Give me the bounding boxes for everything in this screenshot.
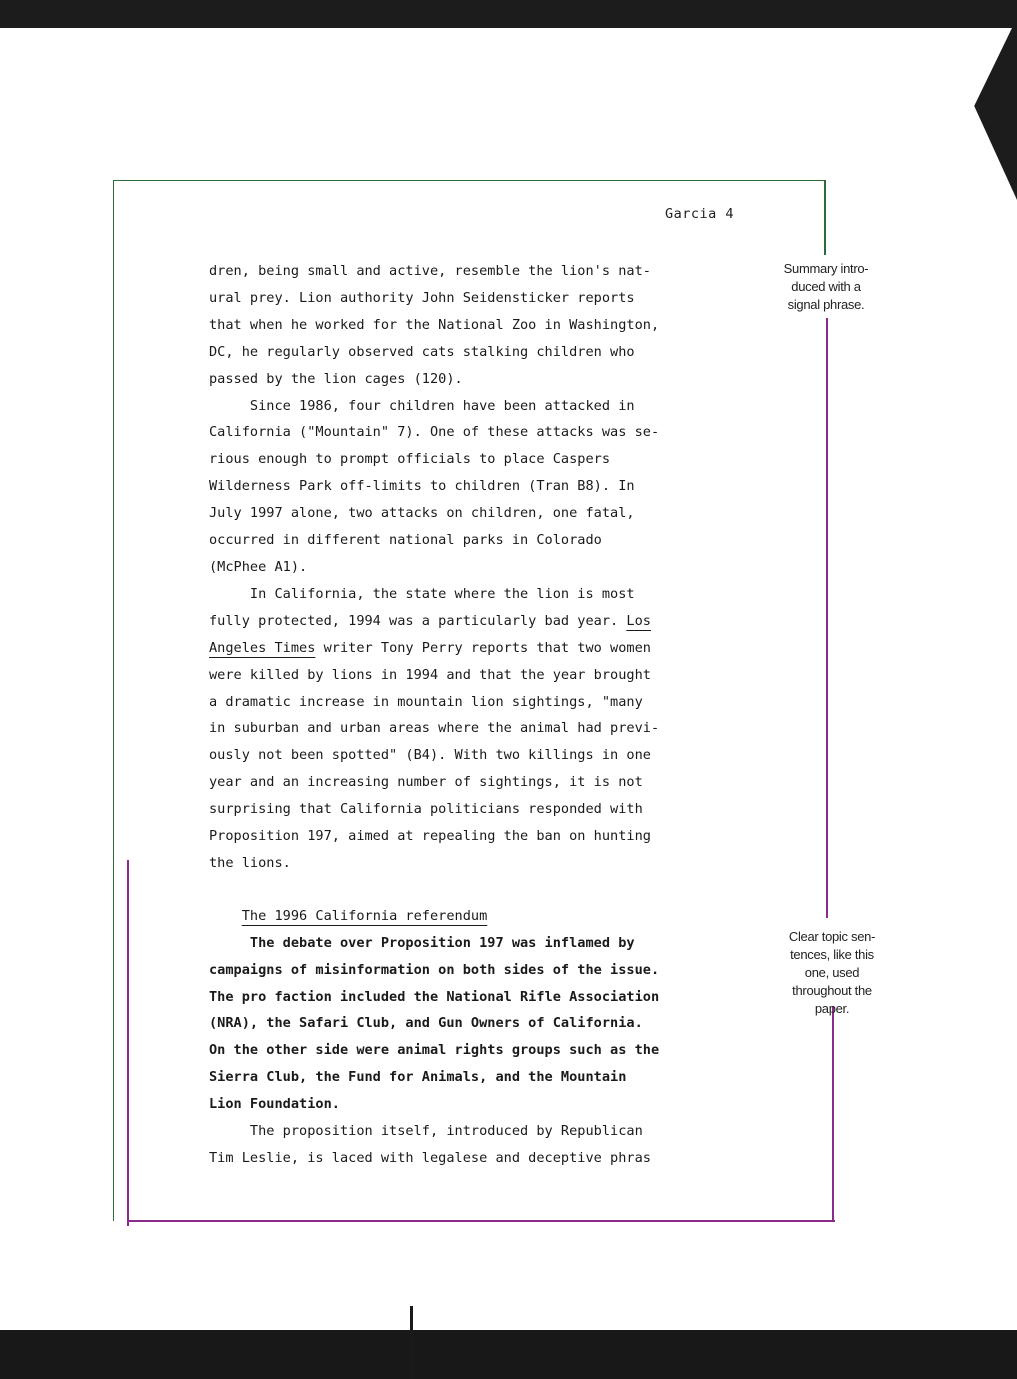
text-line: passed by the lion cages (120). [209, 370, 463, 387]
text-line: Sierra Club, the Fund for Animals, and the Mountain [209, 1069, 627, 1086]
section-heading [209, 903, 749, 930]
text-line: July 1997 alone, two attacks on children, one fatal, [209, 505, 635, 522]
note-line: Clear topic sen- [788, 929, 876, 944]
text-line: Lion Foundation. [209, 1096, 340, 1113]
text-line: rious enough to prompt officials to place Caspers [209, 451, 611, 468]
note-line: duced with a [791, 279, 861, 294]
margin-note-topic-sentences [772, 928, 892, 1018]
text-line: a dramatic increase in mountain lion sightings, "many [209, 693, 643, 710]
paragraph-1 [209, 258, 749, 393]
text-line: (McPhee A1). [209, 558, 308, 575]
text-line: California ("Mountain" 7). One of these attacks was se- [209, 424, 660, 441]
text-segment: fully protected, 1994 was a particularly bad year. [209, 612, 627, 629]
text-line: that when he worked for the National Zoo in Washington, [209, 316, 660, 333]
text-line: dren, being small and active, resemble the lion's nat- [209, 263, 651, 279]
page-frame-right-edge-bottom [832, 1006, 834, 1220]
note-line: tences, like this [790, 947, 874, 962]
text-line: On the other side were animal rights groups such as the [209, 1042, 660, 1059]
text-line: year and an increasing number of sightings, it is not [209, 774, 643, 791]
paragraph-4 [209, 930, 749, 1118]
note-line: signal phrase. [787, 297, 865, 312]
page-frame-right-edge-middle [826, 318, 828, 918]
text-line: Proposition 197, aimed at repealing the ban on hunting [209, 828, 651, 845]
text-line: the lions. [209, 854, 291, 871]
paragraph-5 [209, 1118, 749, 1172]
text-line: ously not been spotted" (B4). With two killings in one [209, 747, 651, 764]
text-line: DC, he regularly observed cats stalking children who [209, 343, 635, 360]
text-line: Since 1986, four children have been attacked in [209, 397, 635, 414]
scan-bottom-border [0, 1330, 1017, 1379]
text-line: The pro faction included the National Rifle Association [209, 988, 660, 1005]
text-line: In California, the state where the lion is most [209, 585, 635, 602]
newspaper-title: Angeles Times [209, 639, 316, 656]
note-line: Summary intro- [783, 261, 869, 276]
text-line: Wilderness Park off-limits to children (Tran B8). In [209, 478, 635, 495]
note-line: paper. [814, 1001, 850, 1016]
text-segment: writer Tony Perry reports that two women [315, 639, 651, 656]
scan-bottom-notch [410, 1306, 413, 1379]
note-line: throughout the [792, 983, 872, 998]
scan-top-border [0, 0, 1017, 28]
section-heading-text: The 1996 California referendum [241, 907, 488, 924]
text-line: surprising that California politicians responded with [209, 801, 643, 818]
essay-body [209, 258, 749, 1172]
page-frame-right-edge-top [824, 180, 826, 255]
text-line: were killed by lions in 1994 and that the year brought [209, 666, 651, 683]
text-line: Tim Leslie, is laced with legalese and deceptive phras [209, 1150, 651, 1166]
page-frame-bottom-edge [127, 1220, 835, 1222]
paragraph-3 [209, 581, 749, 877]
running-header: Garcia 4 [665, 206, 735, 222]
heading-spacer [209, 877, 749, 903]
text-line: ural prey. Lion authority John Seidensticker reports [209, 289, 635, 306]
text-line: The proposition itself, introduced by Republican [209, 1123, 643, 1140]
text-line: occurred in different national parks in Colorado [209, 532, 602, 549]
text-line: (NRA), the Safari Club, and Gun Owners of California. [209, 1015, 643, 1032]
paragraph-2 [209, 393, 749, 581]
newspaper-title: Los [626, 612, 651, 629]
margin-note-summary [766, 260, 886, 314]
note-line: one, used [804, 965, 860, 980]
text-line: The debate over Proposition 197 was inflamed by [209, 934, 635, 951]
text-line [209, 635, 749, 662]
text-line: in suburban and urban areas where the animal had previ- [209, 720, 660, 737]
page-frame-left-edge [127, 860, 129, 1226]
text-line: campaigns of misinformation on both sides of the issue. [209, 961, 660, 978]
scan-page-corner [932, 28, 1012, 193]
text-line [209, 608, 749, 635]
